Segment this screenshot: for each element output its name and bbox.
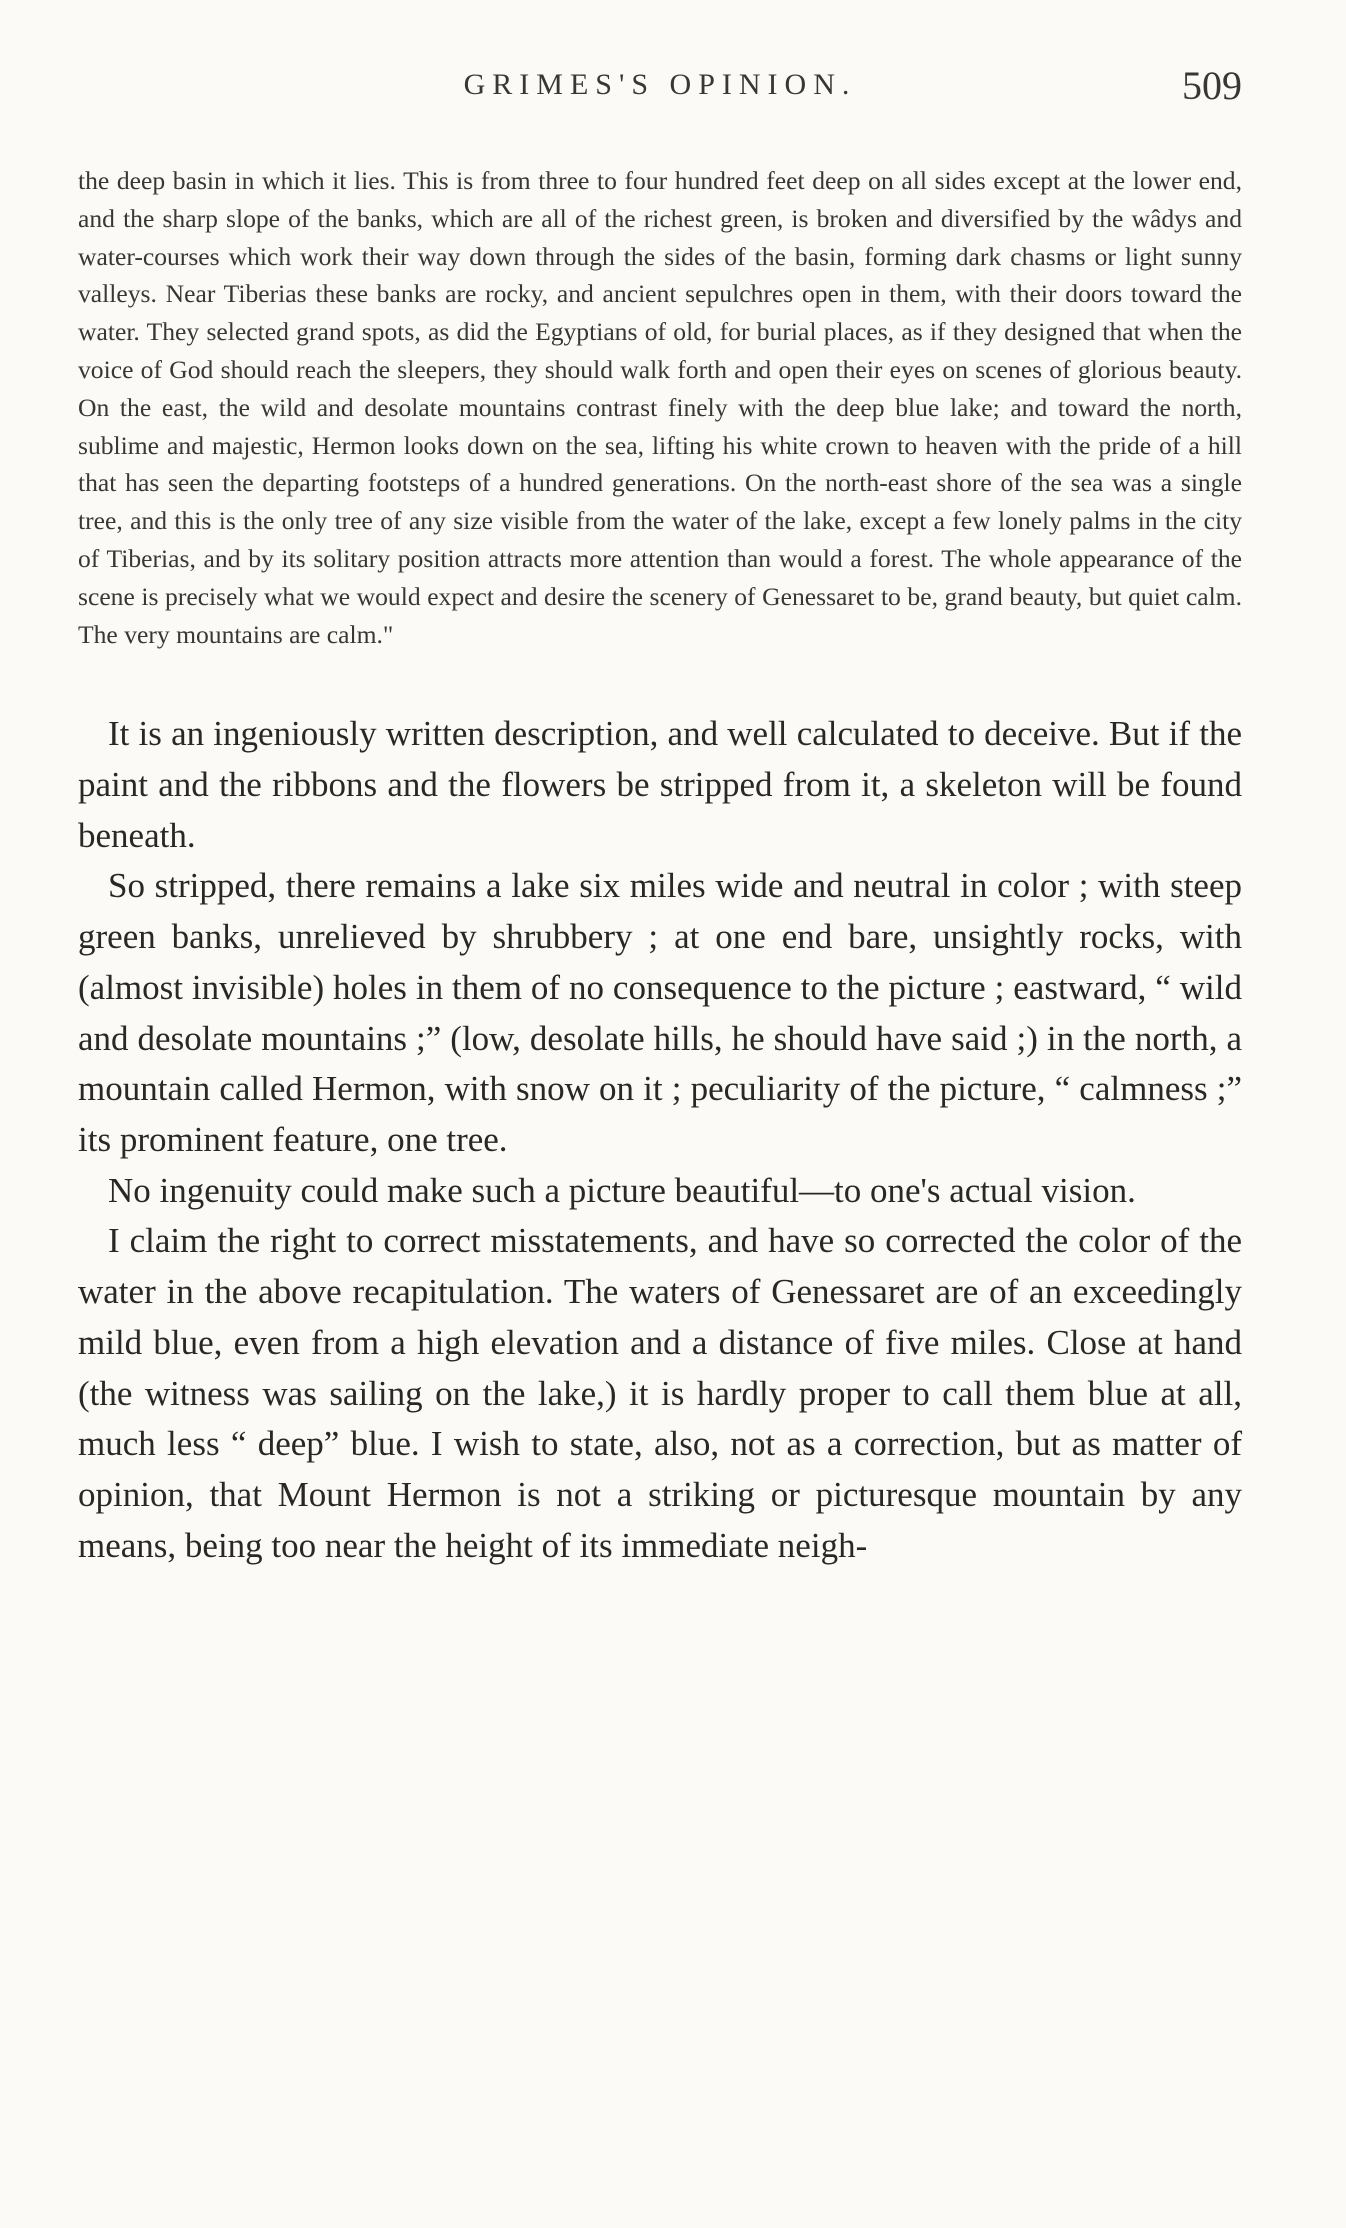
main-text [78,709,1242,1571]
paragraph-3: No ingenuity could make such a picture beautiful—to one's actual vision. [108,1170,1136,1210]
book-page [78,64,1242,1571]
running-head [78,64,1242,118]
paragraph-2: So stripped, there remains a lake six miles wide and neutral in color ; with steep green banks, unrelieved by shrubbery ; at one end bare, unsightly rocks, with (almost invisible) holes in them of no consequence to the picture ; eastward, “ wild and desolate mountains ;” (low, desolate hills, he should have said ;) in the north, a mountain called Hermon, with snow on it ; peculiarity of the picture, “ calmness ;” its prominent feature, one tree. [78,866,1242,1159]
running-title: GRIMES'S OPINION. [463,68,857,101]
quoted-paragraph: the deep basin in which it lies. This is from three to four hundred feet deep on all sides except at the lower end, and the sharp slope of the banks, which are all of the richest green, is broken and diversified by the wâdys and water-courses which work their way down through the sides of the basin, forming dark chasms or light sunny valleys. Near Tiberias these banks are rocky, and ancient sepulchres open in them, with their doors toward the water. They selected grand spots, as did the Egyptians of old, for burial places, as if they designed that when the voice of God should reach the sleepers, they should walk forth and open their eyes on scenes of glorious beauty. On the east, the wild and desolate mountains contrast finely with the deep blue lake; and toward the north, sublime and majestic, Hermon looks down on the sea, lifting his white crown to heaven with the pride of a hill that has seen the departing footsteps of a hundred generations. On the north-east shore of the sea was a single tree, and this is the only tree of any size visible from the water of the lake, except a few lonely palms in the city of Tiberias, and by its solitary position attracts more attention than would a forest. The whole appearance of the scene is precisely what we would expect and desire the scenery of Genessaret to be, grand beauty, but quiet calm. The very mountains are calm." [78,166,1242,649]
quoted-passage [78,162,1242,653]
paragraph-4: I claim the right to correct misstatements, and have so corrected the color of the water in the above recapitulation. The waters of Genessaret are of an exceedingly mild blue, even from a high elevation and a distance of five miles. Close at hand (the witness was sailing on the lake,) it is hardly proper to call them blue at all, much less “ deep” blue. I wish to state, also, not as a correction, but as matter of opinion, that Mount Hermon is not a striking or picturesque mountain by any means, being too near the height of its immediate neigh- [78,1221,1242,1565]
page-number: 509 [1182,63,1242,108]
paragraph-1: It is an ingeniously written description, and well calculated to deceive. But if the paint and the ribbons and the flowers be stripped from it, a skeleton will be found beneath. [78,714,1242,855]
